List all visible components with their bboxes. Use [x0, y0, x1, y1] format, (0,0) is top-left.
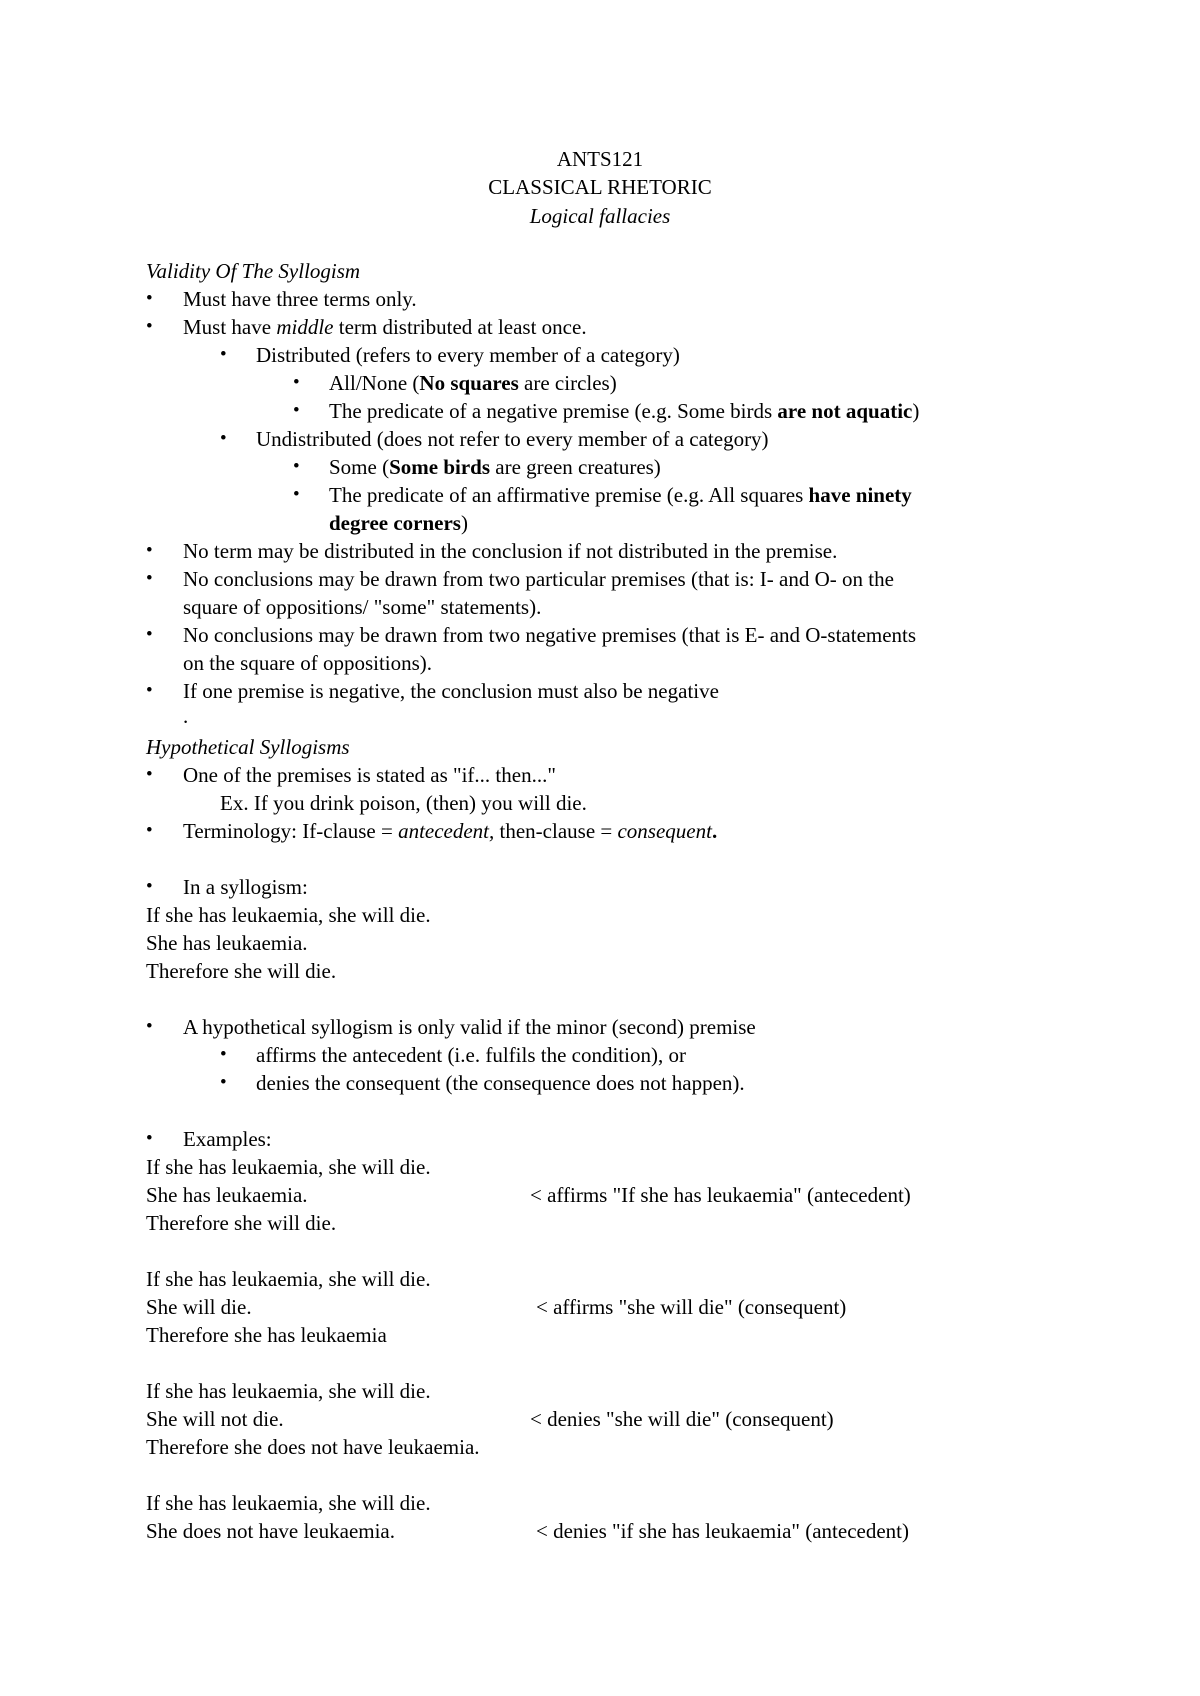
bullet: • [146, 316, 153, 337]
course-code: ANTS121 [556, 147, 644, 171]
bullet: • [146, 624, 153, 645]
rule-particular-premises-continued: square of oppositions/ "some" statements). [183, 595, 542, 619]
hypothetical-example: Ex. If you drink poison, (then) you will die. [220, 791, 587, 815]
bullet: • [146, 680, 153, 701]
document-title: Logical fallacies [529, 204, 671, 228]
rule-conclusion-distribution: No term may be distributed in the conclusion if not distributed in the premise. [183, 539, 838, 563]
bullet: • [146, 288, 153, 309]
example-annotation: < affirms "she will die" (consequent) [536, 1295, 847, 1319]
condition-affirms-antecedent: affirms the antecedent (i.e. fulfils the condition), or [256, 1043, 686, 1067]
example-minor-premise: She does not have leukaemia. [146, 1519, 396, 1543]
bullet: • [146, 540, 153, 561]
example-major-premise: If she has leukaemia, she will die. [146, 1379, 431, 1403]
bullet: • [293, 400, 300, 421]
rule-particular-premises: No conclusions may be drawn from two particular premises (that is: I- and O- on the [183, 567, 894, 591]
example-annotation: < denies "she will die" (consequent) [530, 1407, 834, 1431]
bullet: • [293, 456, 300, 477]
example-major-premise: If she has leukaemia, she will die. [146, 1267, 431, 1291]
rule-negative-premises-continued: on the square of oppositions). [183, 651, 433, 675]
example-major-premise: If she has leukaemia, she will die. [146, 1491, 431, 1515]
bullet: • [220, 344, 227, 365]
example-minor-premise: She will not die. [146, 1407, 284, 1431]
hypothetical-definition: One of the premises is stated as "if... then..." [183, 763, 556, 787]
stray-period: . [183, 704, 189, 728]
undistributed-example-continued: degree corners) [329, 511, 468, 535]
bullet: • [220, 1044, 227, 1065]
example-minor-premise: She has leukaemia. [146, 1183, 308, 1207]
validity-condition: A hypothetical syllogism is only valid if the minor (second) premise [183, 1015, 756, 1039]
bullet: • [146, 568, 153, 589]
example-minor-premise: She will die. [146, 1295, 252, 1319]
example-conclusion: Therefore she will die. [146, 1211, 337, 1235]
rule-negative-conclusion: If one premise is negative, the conclusion must also be negative [183, 679, 719, 703]
example-annotation: < affirms "If she has leukaemia" (antecedent) [530, 1183, 911, 1207]
rule-middle-term: Must have middle term distributed at least once. [183, 315, 587, 339]
bullet: • [146, 820, 153, 841]
in-a-syllogism-label: In a syllogism: [183, 875, 308, 899]
bullet: • [293, 372, 300, 393]
bullet: • [146, 764, 153, 785]
bullet: • [220, 428, 227, 449]
condition-denies-consequent: denies the consequent (the consequence does not happen). [256, 1071, 745, 1095]
syllogism-minor-premise: She has leukaemia. [146, 931, 308, 955]
example-conclusion: Therefore she has leukaemia [146, 1323, 387, 1347]
example-major-premise: If she has leukaemia, she will die. [146, 1155, 431, 1179]
syllogism-conclusion: Therefore she will die. [146, 959, 337, 983]
undistributed-example-some: Some (Some birds are green creatures) [329, 455, 661, 479]
rule-negative-premises: No conclusions may be drawn from two negative premises (that is E- and O-statements [183, 623, 917, 647]
bullet: • [293, 484, 300, 505]
rule-three-terms: Must have three terms only. [183, 287, 417, 311]
section-heading-validity: Validity Of The Syllogism [146, 259, 361, 283]
distributed-example-negative-predicate: The predicate of a negative premise (e.g. Some birds are not aquatic) [329, 399, 920, 423]
undistributed-definition: Undistributed (does not refer to every member of a category) [256, 427, 769, 451]
distributed-definition: Distributed (refers to every member of a category) [256, 343, 680, 367]
bullet: • [146, 1128, 153, 1149]
bullet: • [146, 1016, 153, 1037]
examples-label: Examples: [183, 1127, 272, 1151]
example-annotation: < denies "if she has leukaemia" (antecedent) [536, 1519, 909, 1543]
distributed-example-all-none: All/None (No squares are circles) [329, 371, 617, 395]
syllogism-major-premise: If she has leukaemia, she will die. [146, 903, 431, 927]
course-subject: CLASSICAL RHETORIC [488, 175, 712, 199]
section-heading-hypothetical: Hypothetical Syllogisms [146, 735, 350, 759]
example-conclusion: Therefore she does not have leukaemia. [146, 1435, 480, 1459]
bullet: • [146, 876, 153, 897]
bullet: • [220, 1072, 227, 1093]
terminology: Terminology: If-clause = antecedent, then-clause = consequent. [183, 819, 718, 843]
undistributed-example-affirmative-predicate: The predicate of an affirmative premise (e.g. All squares have ninety [329, 483, 912, 507]
